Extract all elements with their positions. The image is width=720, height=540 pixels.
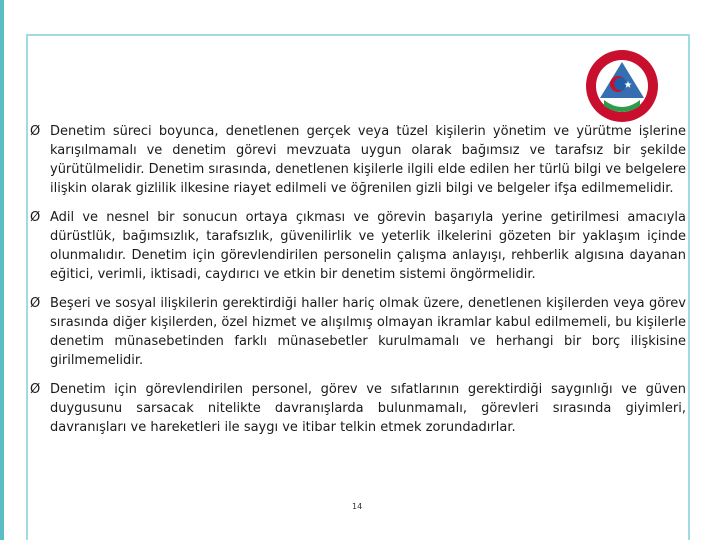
bullet-arrow-icon: Ø <box>30 296 41 311</box>
bullet-text: Adil ve nesnel bir sonucun ortaya çıkması ve görevin başarıyla yerine getirilmesi amacıyla dürüstlük, bağımsızlık, tarafsızlık, güvenilirlik ve yeterlik ilkelerini gözeten bir yaklaşım içinde olunmalıdır. Denetim için görevlendirilen personelin çalışma anlayışı, rehberlik algısına dayanan eğitici, verimli, iktisadi, caydırıcı ve etkin bir denetim sistemi öngörmelidir. <box>50 210 686 282</box>
bullet-text: Denetim için görevlendirilen personel, görev ve sıfatlarının gerektirdiği saygınlığı ve güven duygusunu sarsacak nitelikte davranışlarda bulunmamalı, görevleri sırasında giyimleri, davranışları ve hareketleri ile saygı ve itibar telkin etmek zorundadırlar. <box>50 382 686 435</box>
left-accent-strip <box>0 0 4 540</box>
bullet-arrow-icon: Ø <box>30 210 41 225</box>
bullet-item <box>30 380 686 437</box>
bullet-text: Beşeri ve sosyal ilişkilerin gerektirdiği haller hariç olmak üzere, denetlenen kişilerden veya görev sırasında diğer kişilerden, özel hizmet ve alışılmış olmayan ikramlar kabul edilmemeli, bu kişilerle denetim münasebetinden farklı münasebetler kurulmamalı ve herhangi bir borç ilişkisine girilmemelidir. <box>50 296 686 368</box>
bullet-arrow-icon: Ø <box>30 382 41 397</box>
bullet-text: Denetim süreci boyunca, denetlenen gerçek veya tüzel kişilerin yönetim ve yürütme işlerine karışılmamalı ve denetim görevi mevzuata uygun olarak bağımsız ve tarafsız bir şekilde yürütülmelidir. Denetim sırasında, denetlenen kişilerle ilgili elde edilen her türlü bilgi ve belgelere ilişkin olarak gizlilik ilkesine riayet edilmeli ve öğrenilen gizli bilgi ve belgeler ifşa edilmemelidir. <box>50 124 686 196</box>
bullet-item <box>30 294 686 370</box>
bullet-item <box>30 122 686 198</box>
ministry-seal-icon <box>584 48 660 124</box>
bullet-arrow-icon: Ø <box>30 124 41 139</box>
page-number: 14 <box>352 502 363 511</box>
bullet-item <box>30 208 686 284</box>
bullet-list <box>30 122 686 447</box>
